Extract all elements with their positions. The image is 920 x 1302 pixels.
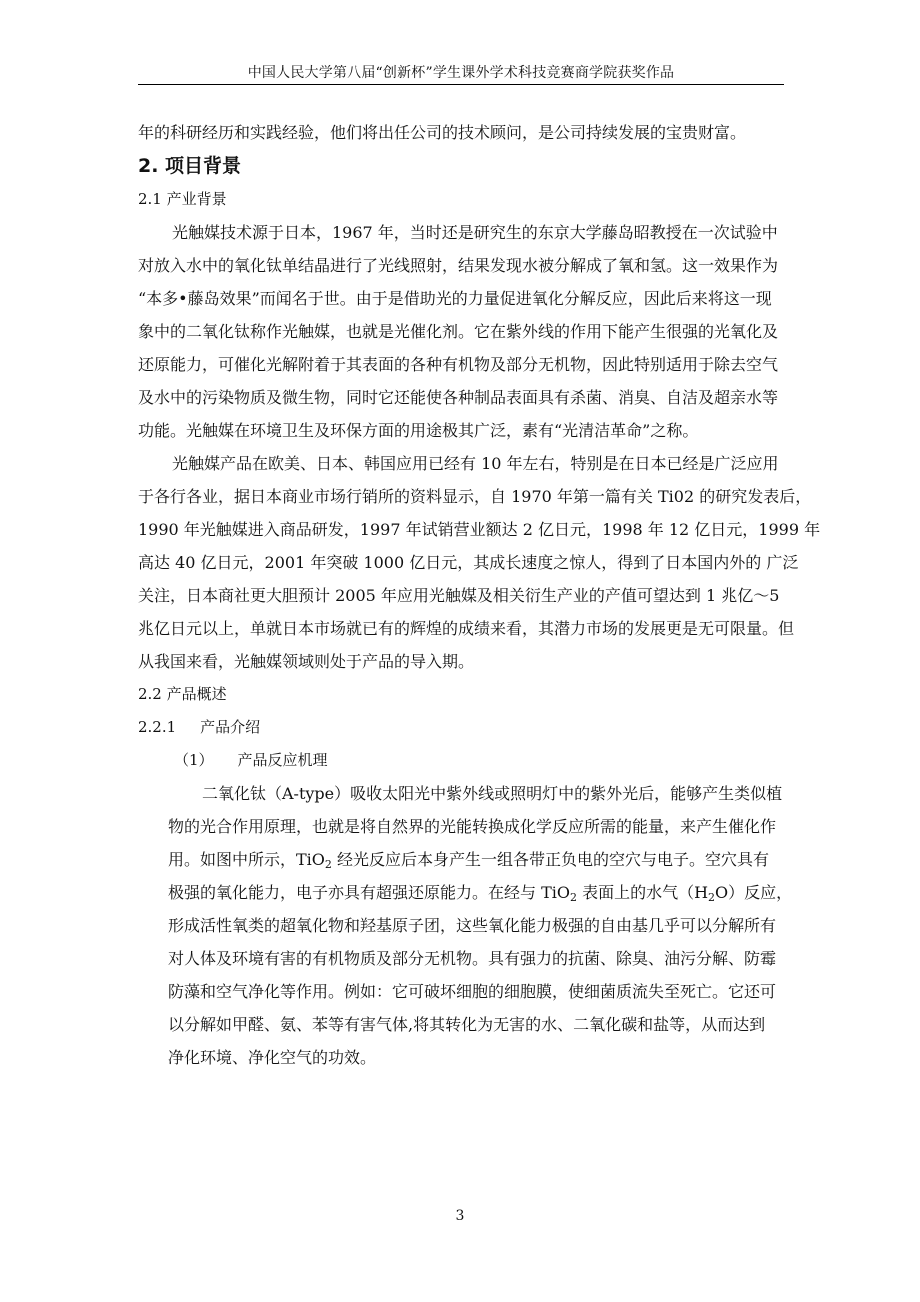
body-line: 从我国来看，光触媒领域则处于产品的导入期。: [138, 652, 475, 671]
body-line: 年的科研经历和实践经验，他们将出任公司的技术顾问，是公司持续发展的宝贵财富。: [138, 123, 747, 142]
body-line: 及水中的污染物质及微生物，同时它还能使各种制品表面具有杀菌、消臭、自洁及超亲水等: [138, 388, 779, 407]
item-title: 产品反应机理: [237, 751, 328, 769]
body-line: 用。如图中所示，TiO$_2$ 经光反应后本身产生一组各带正负电的空穴与电子。空穴具有: [168, 850, 770, 871]
body-line: 象中的二氧化钛称作光触媒，也就是光催化剂。它在紫外线的作用下能产生很强的光氧化及: [138, 322, 779, 341]
body-line: 关注，日本商社更大胆预计 2005 年应用光触媒及相关衍生产业的产值可望达到 1 兆亿～5: [138, 586, 780, 605]
paragraph-mechanism: [138, 777, 793, 1074]
paragraph-industry-2: [138, 447, 821, 678]
body-line: 功能。光触媒在环境卫生及环保方面的用途极其广泛，素有“光清洁革命”之称。: [138, 421, 699, 440]
subsubsection-title: 产品介绍: [200, 718, 261, 736]
body-line: 物的光合作用原理，也就是将自然界的光能转换成化学反应所需的能量，来产生催化作: [168, 817, 777, 836]
item-heading: [138, 744, 782, 777]
page-header: 中国人民大学第八届“创新杯”学生课外学术科技竞赛商学院获奖作品: [247, 65, 675, 81]
paragraph-industry-1: [138, 216, 782, 447]
body-line: 光触媒技术源于日本，1967 年，当时还是研究生的东京大学藤岛昭教授在一次试验中: [172, 223, 778, 242]
body-line: 高达 40 亿日元，2001 年突破 1000 亿日元，其成长速度之惊人，得到了日本国内外的 广泛: [138, 553, 799, 572]
body-line: 对放入水中的氧化钛单结晶进行了光线照射，结果发现水被分解成了氧和氢。这一效果作为: [138, 256, 779, 275]
item-number: （1）: [174, 751, 214, 769]
body-line: 1990 年光触媒进入商品研发，1997 年试销营业额达 2 亿日元，1998 年 12 亿日元，1999 年: [138, 520, 821, 539]
body-line: 极强的氧化能力，电子亦具有超强还原能力。在经与 TiO$_2$ 表面上的水气$(H_2O)$反应，: [168, 883, 793, 904]
body-line: 净化环境、净化空气的功效。: [168, 1048, 377, 1067]
body-line: 兆亿日元以上，单就日本市场就已有的辉煌的成绩来看，其潜力市场的发展更是无可限量。但: [138, 619, 795, 638]
subsubsection-number: 2.2.1: [138, 718, 177, 736]
header-rule: [138, 84, 784, 85]
body-line: 对人体及环境有害的有机物质及部分无机物。具有强力的抗菌、除臭、油污分解、防霉: [168, 949, 777, 968]
page-content: [138, 116, 821, 1074]
subsection-heading: 2.2 产品概述: [138, 685, 227, 703]
body-line: 二氧化钛（A-type）吸收太阳光中紫外线或照明灯中的紫外光后，能够产生类似植: [202, 784, 783, 803]
body-line: 形成活性氧类的超氧化物和羟基原子团，这些氧化能力极强的自由基几乎可以分解所有: [168, 916, 777, 935]
body-line: 防藻和空气净化等作用。例如：它可破坏细胞的细胞膜，使细菌质流失至死亡。它还可: [168, 982, 777, 1001]
body-line: 还原能力，可催化光解附着于其表面的各种有机物及部分无机物，因此特别适用于除去空气: [138, 355, 779, 374]
body-line: 以分解如甲醛、氨、苯等有害气体,将其转化为无害的水、二氧化碳和盐等，从而达到: [168, 1015, 766, 1034]
page-number: 3: [455, 1208, 465, 1224]
subsection-heading: 2.1 产业背景: [138, 190, 227, 208]
section-heading: 2. 项目背景: [138, 155, 242, 177]
subsubsection-heading: [138, 711, 782, 744]
body-line: 光触媒产品在欧美、日本、韩国应用已经有 10 年左右，特别是在日本已经是广泛应用: [172, 454, 779, 473]
body-line: “本多•藤岛效果”而闻名于世。由于是借助光的力量促进氧化分解反应，因此后来将这一现: [138, 289, 772, 308]
body-line: 于各行各业，据日本商业市场行销所的资料显示，自 1970 年第一篇有关 Ti02 的研究发表后，: [138, 487, 812, 506]
